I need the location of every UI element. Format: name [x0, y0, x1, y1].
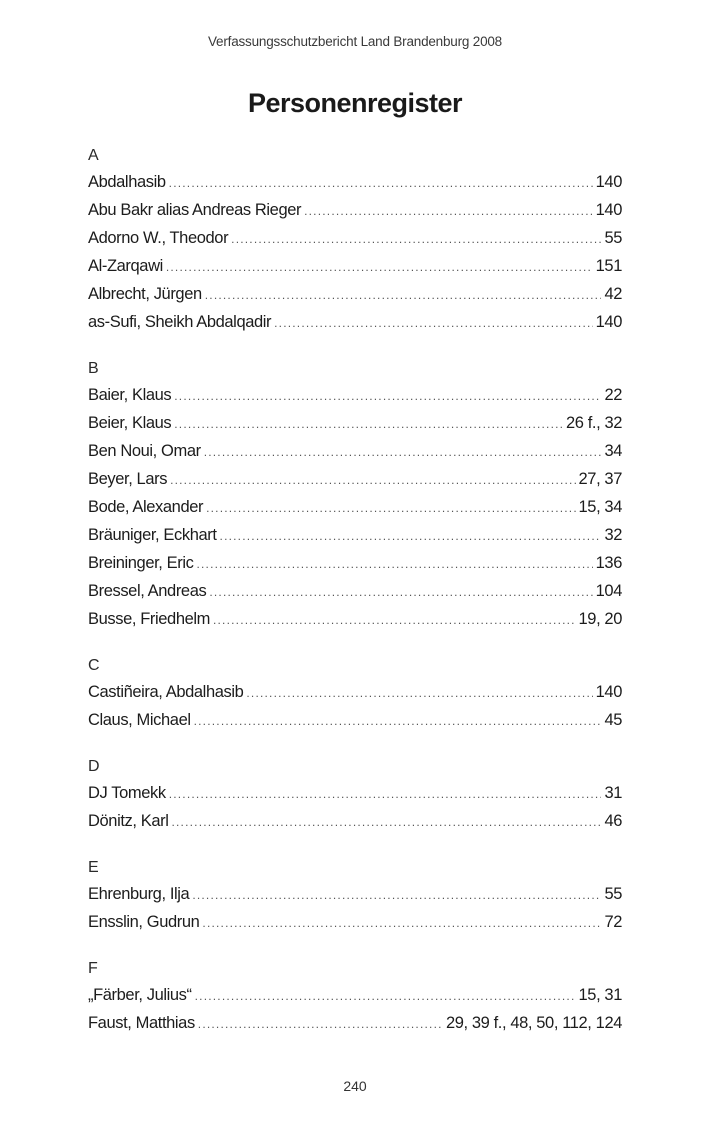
entry-name: Baier, Klaus: [88, 386, 172, 404]
entry-pages: 140: [595, 173, 622, 191]
entry-name: Beier, Klaus: [88, 414, 172, 432]
index-section-e: [88, 856, 622, 936]
entry-pages: 22: [604, 386, 622, 404]
entry-pages: 140: [595, 683, 622, 701]
index-entry: [88, 381, 622, 409]
dot-leader: [204, 438, 602, 466]
entry-pages: 34: [604, 442, 622, 460]
dot-leader: [274, 309, 593, 337]
dot-leader: [213, 606, 576, 634]
entry-pages: 29, 39 f., 48, 50, 112, 124: [445, 1014, 622, 1032]
dot-leader: [170, 466, 575, 494]
entry-pages: 151: [595, 257, 622, 275]
index-entry: [88, 706, 622, 734]
entry-pages: 45: [604, 711, 622, 729]
entry-name: Faust, Matthias: [88, 1014, 195, 1032]
index-section-f: [88, 957, 622, 1037]
dot-leader: [169, 169, 593, 197]
dot-leader: [246, 679, 592, 707]
section-letter: B: [88, 360, 99, 377]
dot-leader: [196, 550, 592, 578]
entry-pages: 27, 37: [578, 470, 622, 488]
index-entry: [88, 196, 622, 224]
index-entry: [88, 280, 622, 308]
index-entry: [88, 678, 622, 706]
entry-pages: 55: [604, 885, 622, 903]
index-entry: [88, 168, 622, 196]
entry-name: Beyer, Lars: [88, 470, 168, 488]
entry-name: Abu Bakr alias Andreas Rieger: [88, 201, 302, 219]
dot-leader: [166, 253, 593, 281]
index-entry: [88, 252, 622, 280]
index-entry: [88, 437, 622, 465]
entry-name: Ben Noui, Omar: [88, 442, 201, 460]
entry-pages: 26 f., 32: [565, 414, 622, 432]
index-entry: [88, 605, 622, 633]
dot-leader: [220, 522, 602, 550]
entry-name: Claus, Michael: [88, 711, 191, 729]
entry-pages: 42: [604, 285, 622, 303]
page-title: Personenregister: [247, 88, 463, 118]
entry-name: Al-Zarqawi: [88, 257, 163, 275]
dot-leader: [205, 281, 602, 309]
index-entry: [88, 224, 622, 252]
entry-pages: 72: [604, 913, 622, 931]
index-entry: [88, 549, 622, 577]
index-entry: [88, 493, 622, 521]
index-section-d: [88, 755, 622, 835]
page-number: 240: [343, 1078, 367, 1094]
dot-leader: [209, 578, 592, 606]
entry-pages: 140: [595, 201, 622, 219]
section-letter: C: [88, 657, 100, 674]
dot-leader: [174, 382, 601, 410]
index-section-c: [88, 654, 622, 734]
entry-name: Ensslin, Gudrun: [88, 913, 200, 931]
section-letter: D: [88, 758, 100, 775]
entry-name: Abdalhasib: [88, 173, 166, 191]
dot-leader: [206, 494, 575, 522]
entry-name: Bode, Alexander: [88, 498, 204, 516]
entry-name: DJ Tomekk: [88, 784, 166, 802]
entry-pages: 19, 20: [578, 610, 622, 628]
index-entry: [88, 308, 622, 336]
entry-name: Bräuniger, Eckhart: [88, 526, 217, 544]
entry-name: Breininger, Eric: [88, 554, 194, 572]
entry-pages: 31: [604, 784, 622, 802]
index-entry: [88, 779, 622, 807]
dot-leader: [174, 410, 563, 438]
entry-name: as-Sufi, Sheikh Abdalqadir: [88, 313, 272, 331]
entry-pages: 104: [595, 582, 622, 600]
index-entry: [88, 577, 622, 605]
entry-pages: 136: [595, 554, 622, 572]
section-letter: E: [88, 859, 99, 876]
entry-pages: 32: [604, 526, 622, 544]
index-entry: [88, 807, 622, 835]
index-entry: [88, 465, 622, 493]
entry-name: Castiñeira, Abdalhasib: [88, 683, 244, 701]
entry-pages: 140: [595, 313, 622, 331]
entry-name: Ehrenburg, Ilja: [88, 885, 190, 903]
dot-leader: [304, 197, 593, 225]
entry-name: „Färber, Julius“: [88, 986, 192, 1004]
entry-name: Dönitz, Karl: [88, 812, 169, 830]
dot-leader: [195, 982, 576, 1010]
section-letter: F: [88, 960, 98, 977]
entry-pages: 46: [604, 812, 622, 830]
index-entry: [88, 521, 622, 549]
entry-name: Bressel, Andreas: [88, 582, 207, 600]
dot-leader: [202, 909, 601, 937]
index-entry: [88, 908, 622, 936]
dot-leader: [171, 808, 601, 836]
index-section-a: [88, 144, 622, 336]
index-entry: [88, 981, 622, 1009]
section-letter: A: [88, 147, 99, 164]
index-section-b: [88, 357, 622, 633]
dot-leader: [194, 707, 602, 735]
dot-leader: [198, 1010, 443, 1038]
index-entry: [88, 409, 622, 437]
dot-leader: [231, 225, 601, 253]
running-header: Verfassungsschutzbericht Land Brandenburg 2008: [207, 34, 502, 49]
dot-leader: [192, 881, 601, 909]
person-index: [88, 144, 622, 1058]
entry-name: Busse, Friedhelm: [88, 610, 210, 628]
index-entry: [88, 880, 622, 908]
dot-leader: [169, 780, 602, 808]
entry-name: Albrecht, Jürgen: [88, 285, 202, 303]
index-entry: [88, 1009, 622, 1037]
entry-name: Adorno W., Theodor: [88, 229, 229, 247]
entry-pages: 55: [604, 229, 622, 247]
entry-pages: 15, 34: [578, 498, 622, 516]
entry-pages: 15, 31: [578, 986, 622, 1004]
